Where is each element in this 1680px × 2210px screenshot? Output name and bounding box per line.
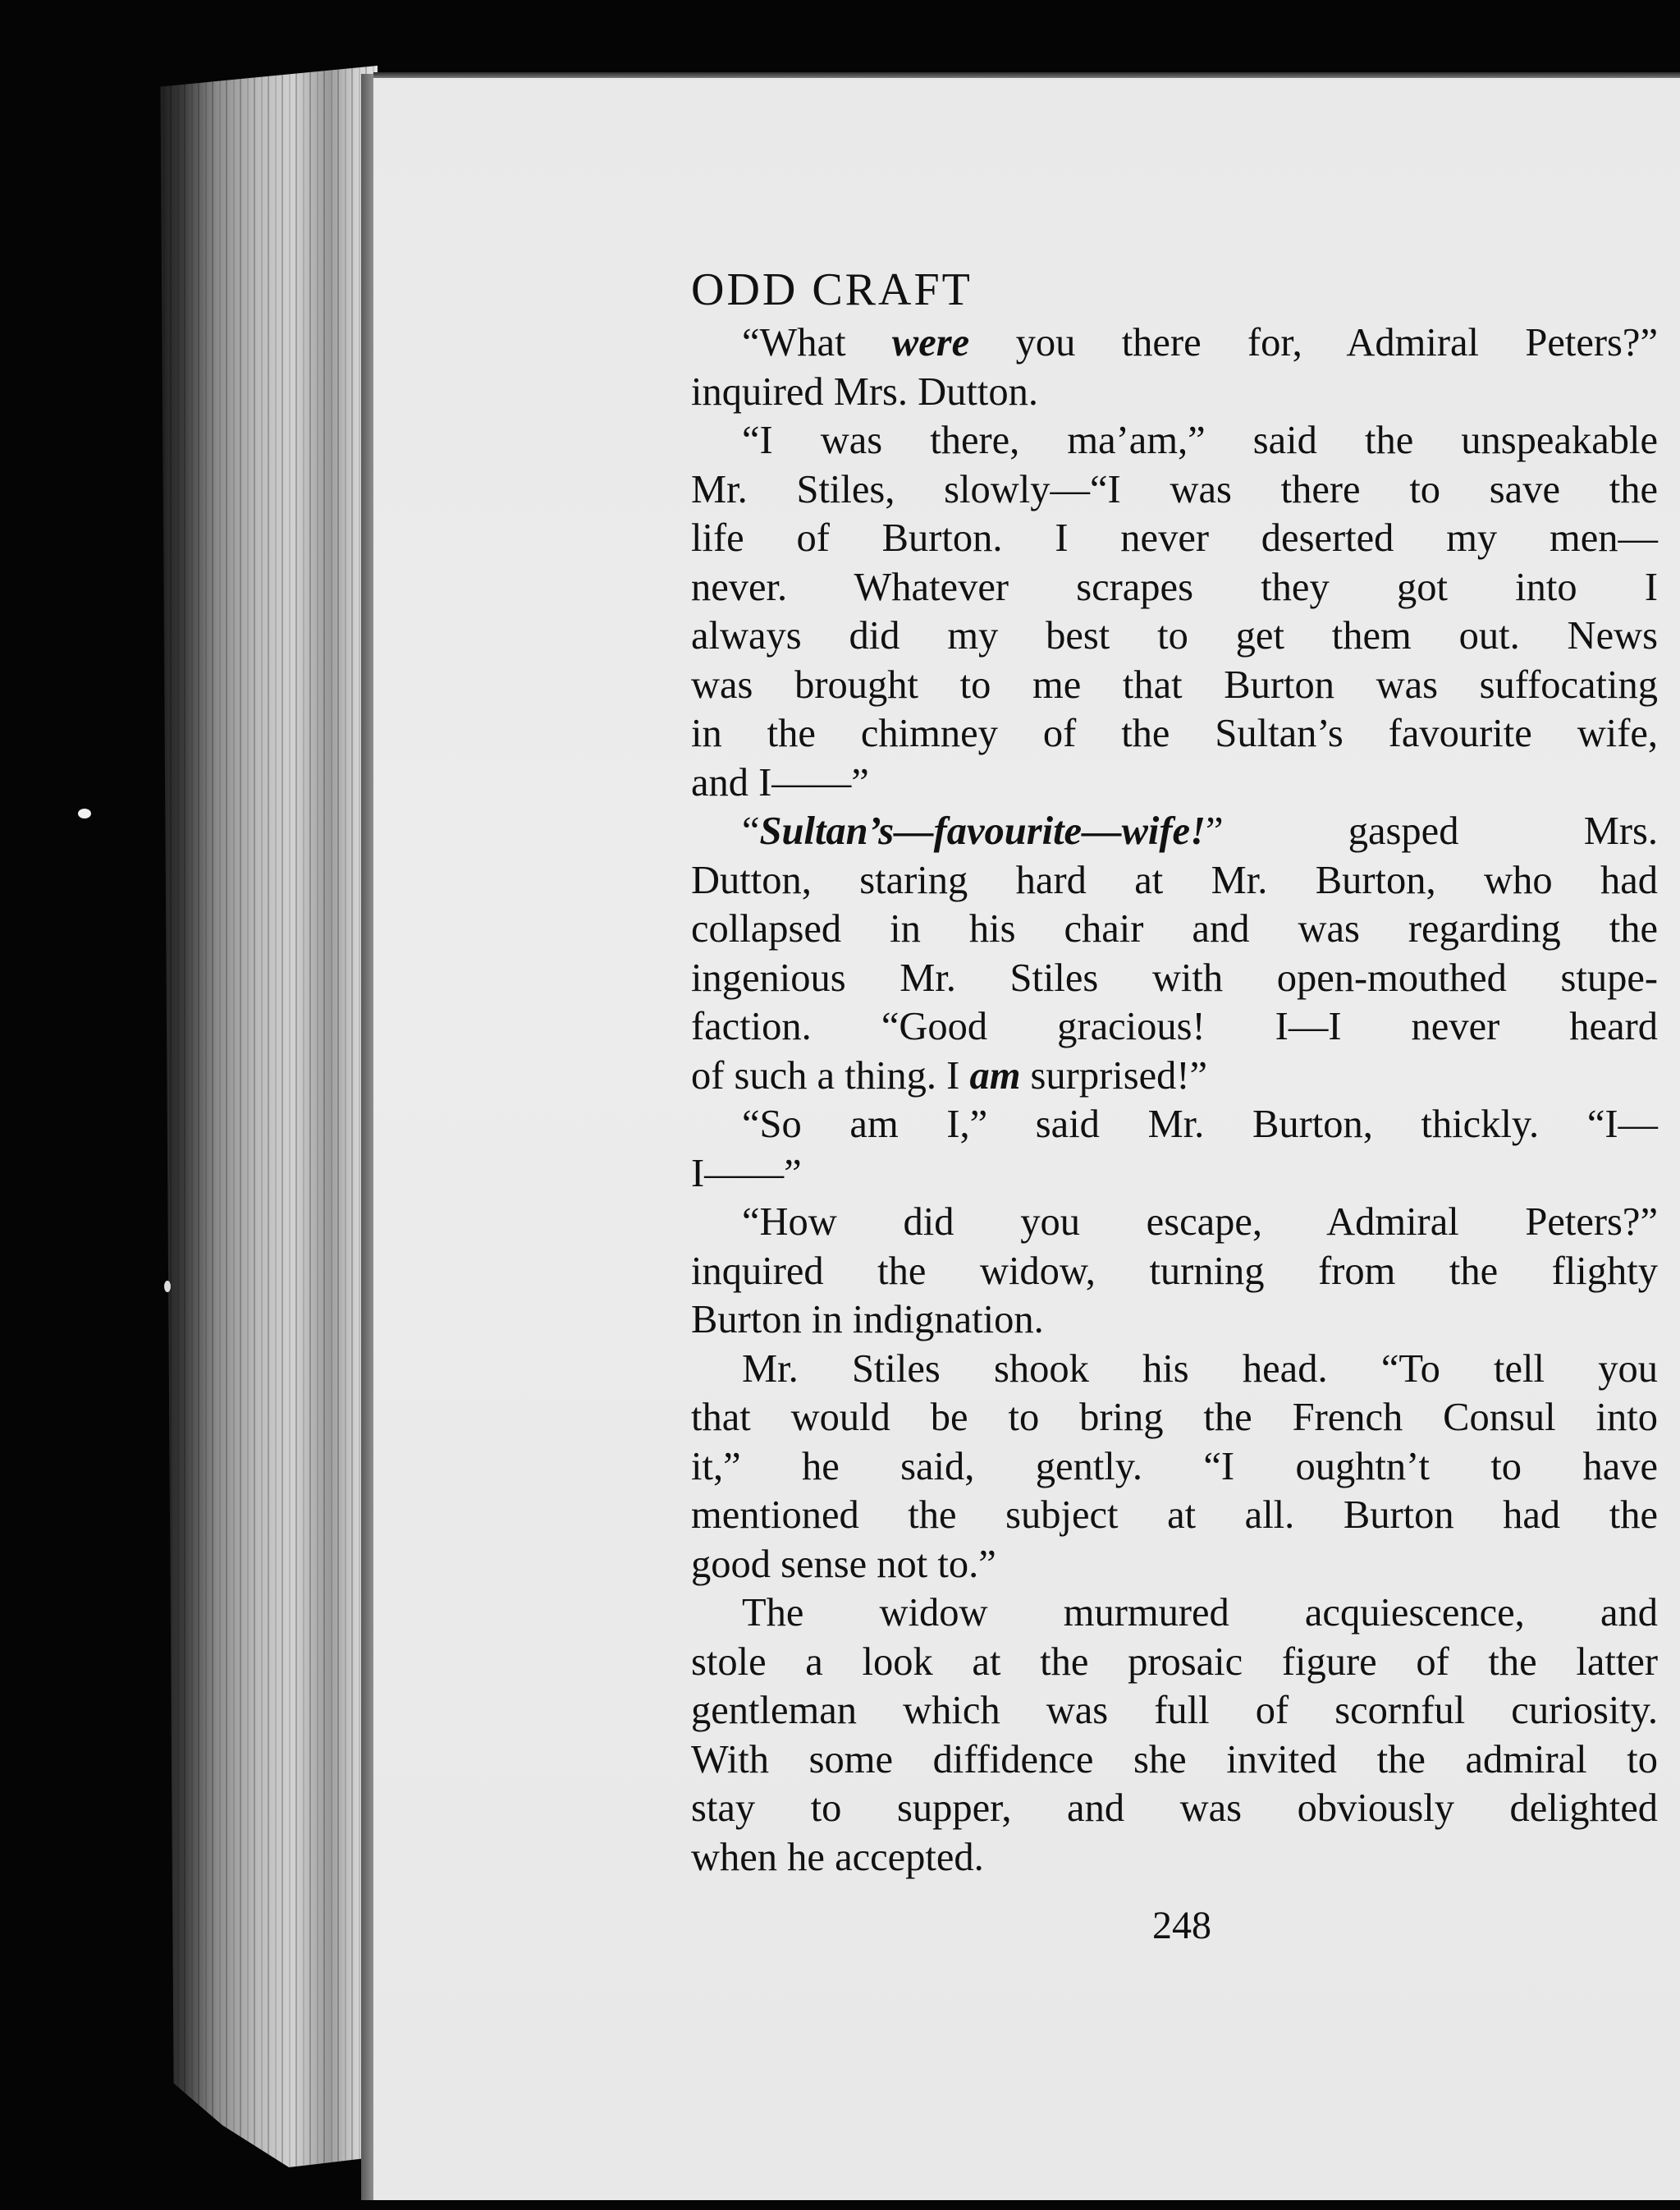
text-run: “I was there, ma’am,” said the unspeakable — [742, 419, 1658, 462]
text-line — [691, 1638, 1658, 1687]
running-head: ODD CRAFT — [691, 264, 973, 315]
text-line — [691, 709, 1658, 759]
text-run: good sense not to.” — [691, 1542, 996, 1586]
text-line — [691, 1686, 1658, 1735]
text-run: you there for, Admiral Peters?” — [969, 321, 1658, 365]
text-line — [691, 1833, 1658, 1882]
text-line — [691, 1345, 1658, 1394]
text-run: inquired the widow, turning from the flighty — [691, 1249, 1658, 1293]
text-line — [691, 1149, 1658, 1199]
text-line — [691, 954, 1658, 1003]
text-run: that would be to bring the French Consul into — [691, 1396, 1658, 1439]
text-line — [691, 465, 1658, 515]
text-line — [691, 319, 1658, 368]
italic-run: Sultan’s—favourite—wife! — [759, 809, 1206, 853]
text-line — [691, 1442, 1658, 1492]
text-line — [691, 416, 1658, 465]
text-run: ” gasped Mrs. — [1205, 809, 1658, 853]
text-line — [691, 1393, 1658, 1442]
text-run: ingenious Mr. Stiles with open-mouthed stupe- — [691, 956, 1658, 1000]
text-run: “So am I,” said Mr. Burton, thickly. “I— — [742, 1103, 1658, 1146]
text-line — [691, 563, 1658, 612]
text-run: I——” — [691, 1151, 802, 1195]
text-run: in the chimney of the Sultan’s favourite wife, — [691, 712, 1658, 755]
text-run: inquired Mrs. Dutton. — [691, 369, 1039, 414]
text-line — [691, 1198, 1658, 1247]
scan-speck — [164, 1281, 171, 1292]
text-line — [691, 1002, 1658, 1052]
text-run: stole a look at the prosaic figure of the latter — [691, 1639, 1658, 1684]
text-line — [691, 514, 1658, 563]
text-run: when he accepted. — [691, 1835, 984, 1879]
italic-run: am — [969, 1053, 1021, 1098]
italic-run: were — [891, 321, 970, 365]
text-line — [691, 1735, 1658, 1785]
text-run: and I——” — [691, 760, 869, 805]
text-run: gentleman which was full of scornful curiosity. — [691, 1689, 1658, 1732]
text-run: never. Whatever scrapes they got into I — [691, 565, 1658, 609]
text-run: mentioned the subject at all. Burton had the — [691, 1493, 1658, 1537]
scan-speck — [78, 809, 91, 818]
text-run: always did my best to get them out. News — [691, 614, 1658, 658]
text-line — [691, 612, 1658, 661]
text-run: surprised!” — [1020, 1053, 1208, 1098]
text-run: With some diffidence she invited the admiral to — [691, 1737, 1658, 1781]
text-line — [691, 1100, 1658, 1149]
page-text — [691, 261, 1658, 1882]
text-line — [691, 1052, 1658, 1101]
book-fore-edge — [156, 66, 378, 2167]
text-run: faction. “Good gracious! I—I never heard — [691, 1005, 1658, 1048]
text-run: Mr. Stiles shook his head. “To tell you — [742, 1346, 1658, 1391]
text-run: was brought to me that Burton was suffocating — [691, 663, 1658, 707]
text-run: life of Burton. I never deserted my men— — [691, 516, 1658, 560]
text-run: “ — [742, 809, 760, 853]
page-number: 248 — [1152, 1904, 1211, 1947]
body-text — [691, 319, 1658, 1882]
text-run: Dutton, staring hard at Mr. Burton, who had — [691, 858, 1658, 902]
text-run: Burton in indignation. — [691, 1298, 1044, 1341]
text-line — [691, 661, 1658, 710]
text-line — [691, 905, 1658, 954]
text-line — [691, 1540, 1658, 1589]
text-run: of such a thing. I — [691, 1053, 970, 1098]
text-line — [691, 1247, 1658, 1296]
text-run: Mr. Stiles, slowly—“I was there to save the — [691, 467, 1658, 511]
text-line — [691, 1784, 1658, 1833]
text-line — [691, 807, 1658, 856]
text-run: “What — [742, 321, 892, 365]
text-line — [691, 856, 1658, 906]
text-line — [691, 1589, 1658, 1638]
text-run: stay to supper, and was obviously delighted — [691, 1786, 1658, 1830]
text-line — [691, 1295, 1658, 1345]
text-run: it,” he said, gently. “I oughtn’t to have — [691, 1444, 1658, 1488]
text-line — [691, 368, 1658, 417]
text-run: The widow murmured acquiescence, and — [742, 1591, 1658, 1635]
text-run: collapsed in his chair and was regarding the — [691, 907, 1658, 951]
text-line — [691, 759, 1658, 808]
text-run: “How did you escape, Admiral Peters?” — [742, 1200, 1658, 1244]
text-line — [691, 1491, 1658, 1540]
